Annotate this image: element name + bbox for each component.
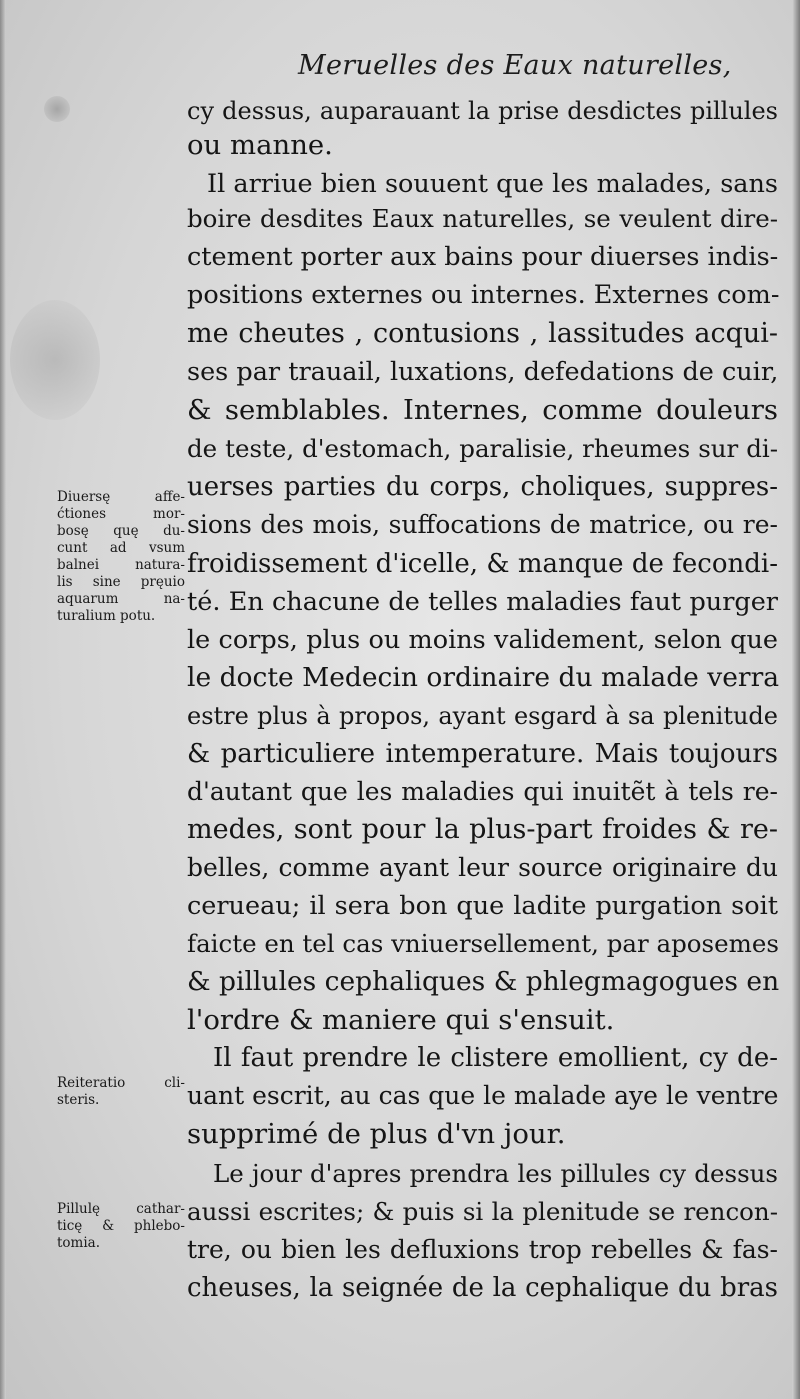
text-line: sions des mois, suffocations de matrice, ou re- bbox=[187, 510, 778, 539]
text-line: té. En chacune de telles maladies faut purger bbox=[187, 587, 778, 617]
text-line: me cheutes , contusions , lassitudes acqui- bbox=[187, 318, 778, 349]
page-edge-right bbox=[792, 0, 800, 1399]
margin-note-pillulae bbox=[57, 1201, 185, 1252]
text-line: de teste, d'estomach, paralisie, rheumes sur di- bbox=[187, 434, 778, 463]
text-line: supprimé de plus d'vn jour. bbox=[187, 1118, 566, 1150]
page-edge-left bbox=[0, 0, 6, 1399]
text-line: Le jour d'apres prendra les pillules cy dessus bbox=[213, 1159, 778, 1188]
margin-note-line: ticę & phlebo- bbox=[57, 1218, 185, 1234]
margin-note-line: ćtiones mor- bbox=[57, 506, 185, 522]
text-line: Il arriue bien souuent que les malades, sans bbox=[207, 169, 778, 199]
text-line: cy dessus, auparauant la prise desdictes pillules bbox=[187, 97, 778, 125]
text-line: & pillules cephaliques & phlegmagogues en bbox=[187, 966, 780, 997]
text-line: le corps, plus ou moins validement, selon que bbox=[187, 625, 778, 655]
margin-note-line: lis sine pręuio bbox=[57, 574, 185, 590]
text-line: aussi escrites; & puis si la plenitude se rencon- bbox=[187, 1197, 778, 1226]
margin-note-line: tomia. bbox=[57, 1235, 101, 1251]
margin-note-line: balnei natura- bbox=[57, 557, 185, 573]
text-line: cerueau; il sera bon que ladite purgation soit bbox=[187, 891, 778, 921]
margin-note-line: Reiteratio cli- bbox=[57, 1075, 185, 1091]
text-line: positions externes ou internes. Externes com- bbox=[187, 280, 780, 310]
margin-note-line: Pillulę cathar- bbox=[57, 1201, 185, 1217]
text-line: froidissement d'icelle, & manque de fecondi- bbox=[187, 549, 778, 579]
text-line: ses par trauail, luxations, defedations de cuir, bbox=[187, 357, 779, 387]
margin-note-line: cunt ad vsum bbox=[57, 540, 185, 556]
text-line: cheuses, la seignée de la cephalique du bras bbox=[187, 1273, 778, 1303]
text-line: uant escrit, au cas que le malade aye le ventre bbox=[187, 1081, 779, 1110]
running-head: Meruelles des Eaux naturelles, bbox=[298, 50, 732, 81]
margin-note-line: Diuersę affe- bbox=[57, 489, 185, 505]
text-line: ctement porter aux bains pour diuerses indis- bbox=[187, 242, 779, 272]
text-line: faicte en tel cas vniuersellement, par aposemes bbox=[187, 929, 779, 958]
margin-note-reiteratio bbox=[57, 1075, 185, 1109]
text-line: tre, ou bien les defluxions trop rebelles & fas- bbox=[187, 1235, 778, 1264]
text-line: medes, sont pour la plus-part froides & re- bbox=[187, 814, 778, 845]
margin-note-line: steris. bbox=[57, 1092, 100, 1108]
text-line: & semblables. Internes, comme douleurs bbox=[187, 394, 778, 426]
text-line: l'ordre & maniere qui s'ensuit. bbox=[187, 1004, 615, 1036]
margin-note-line: bosę quę du- bbox=[57, 523, 185, 539]
text-line: ou manne. bbox=[187, 129, 333, 161]
text-line: estre plus à propos, ayant esgard à sa plenitude bbox=[187, 702, 778, 730]
margin-note-line: aquarum na- bbox=[57, 591, 185, 607]
text-line: Il faut prendre le clistere emollient, cy de- bbox=[213, 1043, 778, 1073]
text-line: belles, comme ayant leur source originaire du bbox=[187, 853, 778, 882]
text-line: d'autant que les maladies qui inuitẽt à tels re- bbox=[187, 777, 778, 806]
paper-stain bbox=[10, 300, 100, 420]
text-line: le docte Medecin ordinaire du malade verra bbox=[187, 662, 780, 693]
text-line: & particuliere intemperature. Mais toujours bbox=[187, 739, 778, 769]
ink-blot bbox=[44, 96, 70, 122]
margin-note-diverse-affections bbox=[57, 489, 185, 625]
text-line: boire desdites Eaux naturelles, se veulent dire- bbox=[187, 204, 778, 233]
margin-note-line: turalium potu. bbox=[57, 608, 156, 624]
text-line: uerses parties du corps, choliques, suppres- bbox=[187, 472, 778, 502]
